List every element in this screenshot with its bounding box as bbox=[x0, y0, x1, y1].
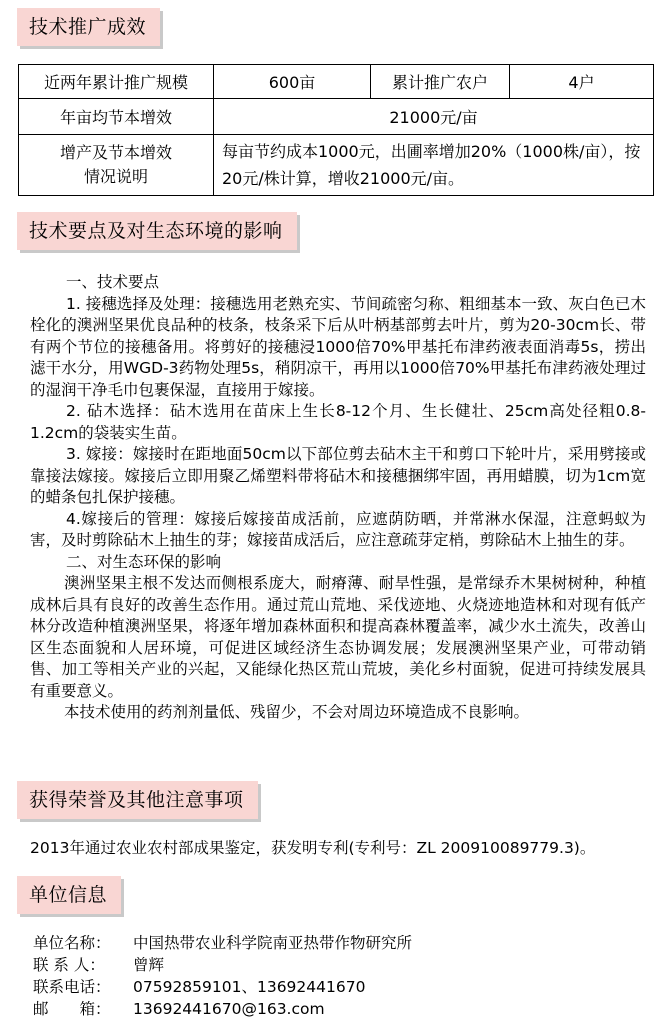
unit-name-label: 单位名称： bbox=[33, 934, 111, 952]
section-header-promotion: 技术推广成效 bbox=[17, 8, 160, 46]
tech-body bbox=[30, 272, 646, 724]
paragraph-residue: 本技术使用的药剂剂量低、残留少，不会对周边环境造成不良影响。 bbox=[64, 703, 530, 721]
paragraph-rootstock: 2. 砧木选择：砧木选用在苗床上生长8-12个月、生长健壮、25cm高处径粗0.8-1.2cm的袋装实生苗。 bbox=[30, 402, 646, 442]
table-row bbox=[19, 65, 654, 99]
section-header-unit: 单位信息 bbox=[17, 876, 121, 914]
contact-label: 联 系 人： bbox=[33, 956, 105, 974]
cell-value: 21000元/亩 bbox=[214, 99, 654, 135]
paragraph-ecology: 澳洲坚果主根不发达而侧根系庞大，耐瘠薄、耐旱性强，是常绿乔木果树树种，种植成林后具有良好的改善生态作用。通过荒山荒地、采伐迹地、火烧迹地造林和对现有低产林分改造种植澳洲坚果，将逐年增加森林面积和提高森林覆盖率，减少水土流失，改善山区生态面貌和人居环境，可促进区域经济生态协调发展；发展澳洲坚果产业，可带动销售、加工等相关产业的兴起，又能绿化热区荒山荒坡，美化乡村面貌，促进可持续发展具有重要意义。 bbox=[30, 574, 646, 700]
unit-name-row bbox=[33, 932, 412, 954]
contact-row bbox=[33, 954, 412, 976]
cell-label: 近两年累计推广规模 bbox=[19, 65, 214, 99]
cell-value: 4户 bbox=[510, 65, 654, 99]
cell-label bbox=[19, 135, 214, 196]
unit-info bbox=[33, 932, 412, 1020]
cell-value: 每亩节约成本1000元，出圃率增加20%（1000株/亩），按20元/株计算，增收21000元/亩。 bbox=[214, 135, 654, 196]
phone-value: 07592859101、13692441670 bbox=[133, 978, 366, 996]
email-value: 13692441670@163.com bbox=[133, 1000, 325, 1018]
email-label: 邮 箱： bbox=[33, 1000, 111, 1018]
cell-label-line: 情况说明 bbox=[83, 167, 148, 186]
cell-label-line: 增产及节本增效 bbox=[59, 143, 172, 162]
paragraph-management: 4.嫁接后的管理：嫁接后嫁接苗成活前，应遮荫防晒，并常淋水保湿，注意蚂蚁为害，及时剪除砧木上抽生的芽；嫁接苗成活后，应注意疏芽定梢，剪除砧木上抽生的芽。 bbox=[30, 509, 646, 549]
phone-row bbox=[33, 976, 412, 998]
unit-name-value: 中国热带农业科学院南亚热带作物研究所 bbox=[133, 934, 413, 952]
cell-label: 年亩均节本增效 bbox=[19, 99, 214, 135]
section-header-tech: 技术要点及对生态环境的影响 bbox=[17, 212, 297, 250]
email-row bbox=[33, 998, 412, 1020]
table-row bbox=[19, 99, 654, 135]
heading-ecology: 二、对生态环保的影响 bbox=[66, 552, 222, 571]
phone-label: 联系电话： bbox=[33, 978, 111, 996]
table-row bbox=[19, 135, 654, 196]
contact-value: 曾辉 bbox=[133, 956, 165, 974]
paragraph-scion: 1. 接穗选择及处理：接穗选用老熟充实、节间疏密匀称、粗细基本一致、灰白色已木栓化的澳洲坚果优良品种的枝条，枝条采下后从叶柄基部剪去叶片，剪为20-30cm长、带有两个节位的接穗备用。将剪好的接穗浸1000倍70%甲基托布津药液表面消毒5s，捞出滤干水分，用WGD-3药物处理5s，稍阴凉干，再用以1000倍70%甲基托布津药液处理过的湿润干净毛巾包裹保湿，直接用于嫁接。 bbox=[30, 294, 646, 399]
section-header-honor: 获得荣誉及其他注意事项 bbox=[17, 781, 258, 819]
heading-tech-points: 一、技术要点 bbox=[66, 273, 160, 291]
cell-value: 600亩 bbox=[214, 65, 371, 99]
promotion-table bbox=[18, 64, 654, 196]
cell-label: 累计推广农户 bbox=[371, 65, 510, 99]
honor-text: 2013年通过农业农村部成果鉴定，获发明专利(专利号：ZL 200910089779.3)。 bbox=[30, 839, 596, 857]
paragraph-grafting: 3. 嫁接：嫁接时在距地面50cm以下部位剪去砧木主干和剪口下轮叶片，采用劈接或靠接法嫁接。嫁接后立即用聚乙烯塑料带将砧木和接穗捆绑牢固，再用蜡膜，切为1cm宽的蜡条包扎保护接穗。 bbox=[30, 445, 646, 506]
